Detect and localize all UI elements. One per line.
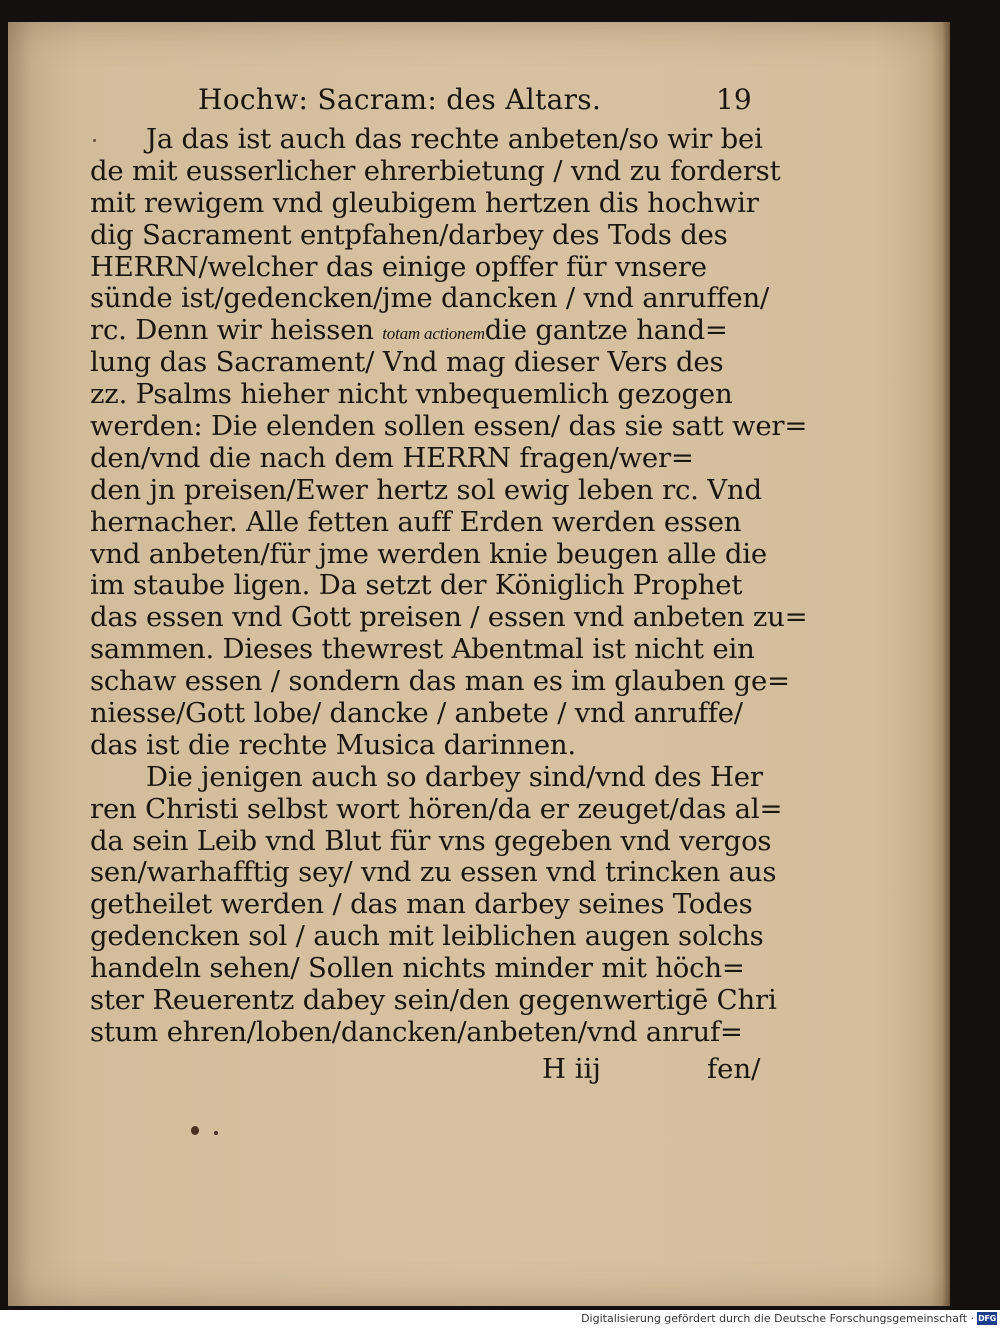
text-line: ren Christi selbst wort hören/da er zeuget/das al= xyxy=(90,792,783,825)
ink-stain xyxy=(214,1131,218,1135)
footer-bar xyxy=(0,1310,1000,1328)
text-line: gedencken sol / auch mit leiblichen augen solchs xyxy=(90,920,764,953)
dfg-logo-icon[interactable]: DFG xyxy=(978,1314,996,1323)
text-line: de mit eusserlicher ehrerbietung / vnd zu forderst xyxy=(90,154,781,187)
text-line-end: die gantze hand= xyxy=(484,314,728,347)
text-line: sammen. Dieses thewrest Abentmal ist nicht ein xyxy=(90,633,755,666)
text-line: das essen vnd Gott preisen / essen vnd anbeten zu= xyxy=(90,601,808,634)
text-line-with-latin xyxy=(90,315,790,347)
running-title: Hochw: Sacram: des Altars. xyxy=(198,83,602,116)
text-line-start: rc. Denn wir heissen xyxy=(90,314,374,347)
page-edge-shadow xyxy=(942,22,950,1306)
text-line: lung das Sacrament/ Vnd mag dieser Vers des xyxy=(90,346,724,379)
ink-stain xyxy=(191,1126,199,1135)
text-line: im staube ligen. Da setzt der Königlich Prophet xyxy=(90,569,743,602)
text-line: schaw essen / sondern das man es im glauben ge= xyxy=(90,665,790,698)
signature-mark: H iij xyxy=(542,1052,601,1085)
page-number: 19 xyxy=(716,83,752,116)
text-line: handeln sehen/ Sollen nichts minder mit höch= xyxy=(90,952,745,985)
text-line: Die jenigen auch so darbey sind/vnd des Her xyxy=(146,760,763,793)
text-line: den/vnd die nach dem HERRN fragen/wer= xyxy=(90,441,694,474)
text-line: getheilet werden / das man darbey seines Todes xyxy=(90,888,753,921)
text-line: Ja das ist auch das rechte anbeten/so wir bei xyxy=(146,123,763,155)
catchword: fen/ xyxy=(707,1052,761,1085)
text-line: ster Reuerentz dabey sein/den gegenwertigē Chri xyxy=(90,984,777,1017)
text-line: vnd anbeten/für jme werden knie beugen alle die xyxy=(90,537,767,570)
running-head xyxy=(90,80,790,124)
book-page xyxy=(8,22,950,1306)
text-line: niesse/Gott lobe/ dancke / anbete / vnd anruffe/ xyxy=(90,697,743,730)
text-line: stum ehren/loben/dancken/anbeten/vnd anruf= xyxy=(90,1015,743,1048)
text-line: sünde ist/gedencken/jme dancken / vnd anruffen/ xyxy=(90,282,770,315)
latin-phrase: totam actionem xyxy=(382,324,485,344)
text-line: den jn preisen/Ewer hertz sol ewig leben rc. Vnd xyxy=(90,473,762,506)
text-line: hernacher. Alle fetten auff Erden werden essen xyxy=(90,505,742,538)
text-line: HERRN/welcher das einige opffer für vnsere xyxy=(90,250,707,283)
text-line: zz. Psalms hieher nicht vnbequemlich gezogen xyxy=(90,378,733,411)
text-line: werden: Die elenden sollen essen/ das sie satt wer= xyxy=(90,410,808,443)
text-block xyxy=(90,80,808,1089)
signature-line xyxy=(90,1049,790,1089)
text-line: sen/warhafftig sey/ vnd zu essen vnd trincken aus xyxy=(90,856,777,889)
text-line: das ist die rechte Musica darinnen. xyxy=(90,728,576,761)
text-line: dig Sacrament entpfahen/darbey des Tods des xyxy=(90,218,728,251)
text-line: mit rewigem vnd gleubigem hertzen dis hochwir xyxy=(90,186,759,219)
text-line: da sein Leib vnd Blut für vns gegeben vnd vergos xyxy=(90,824,772,857)
funding-credit: Digitalisierung gefördert durch die Deutsche Forschungsgemeinschaft · xyxy=(581,1312,974,1325)
